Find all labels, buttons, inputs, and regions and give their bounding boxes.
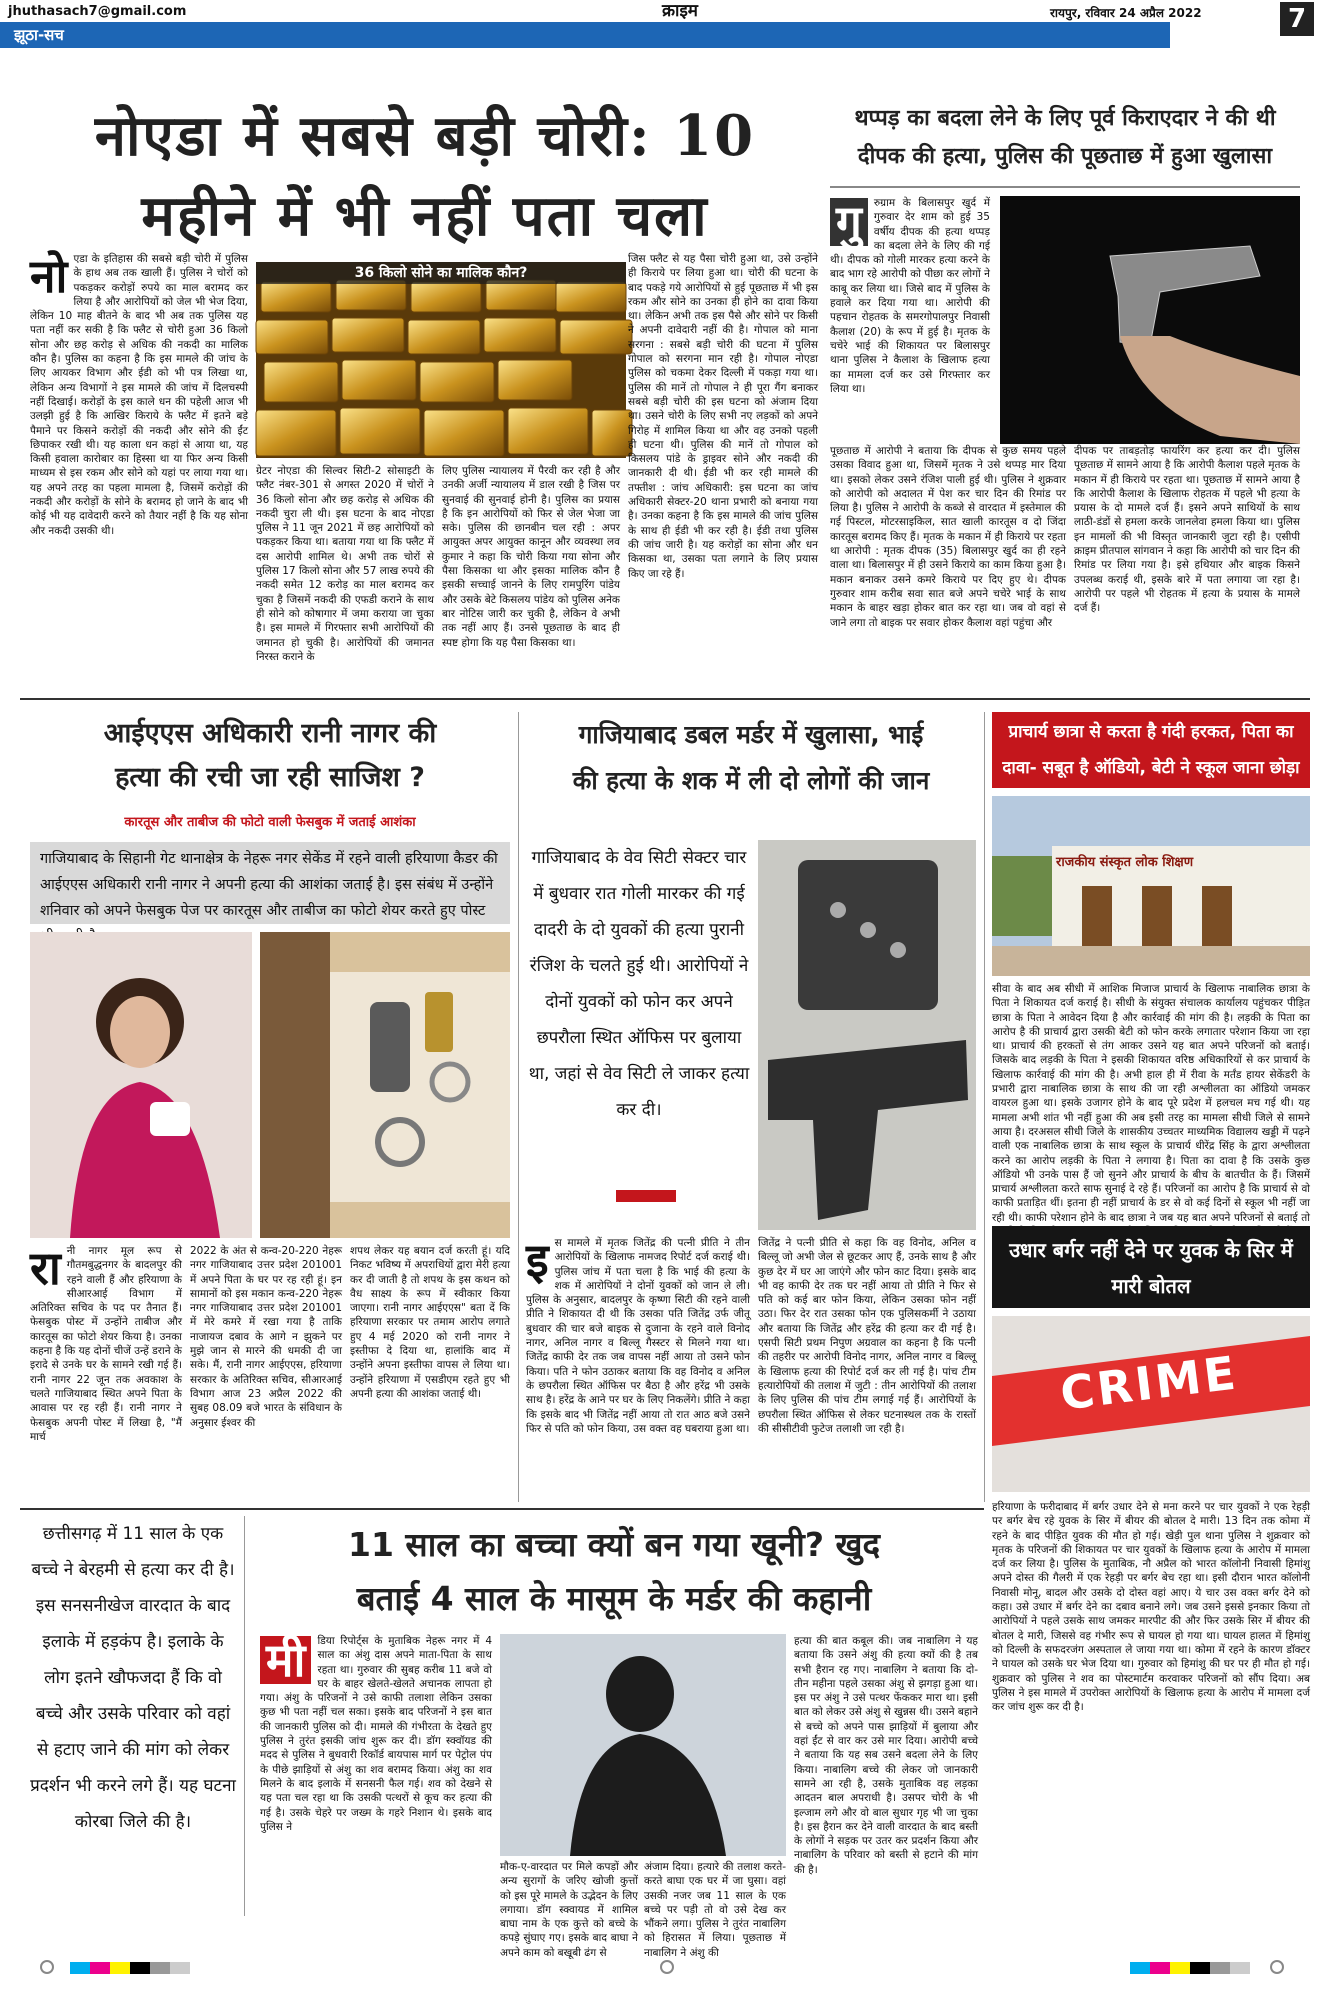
- story1-headline-line2: महीने में भी नहीं पता चला: [141, 183, 709, 249]
- column-rule-3: [244, 1516, 245, 1916]
- story7-col3: अंजाम दिया। हत्यारे की तलाश करते-करते बाघा एक घर में जा घुसा। वहां उसकी नजर जब 11 साल के एक बच्चे पर पड़ी तो वो उसे देख कर भौंकने लगा। पुलिस ने तुरंत नाबालिग को हिरासत में लिया। पूछताछ में नाबालिग ने अंशु की: [644, 1861, 786, 1959]
- story2-col3: दीपक पर ताबड़तोड़ फायरिंग कर हत्या कर दी। पुलिस पूछताछ में सामने आया है कि आरोपी कैलाश पहले मृतक के मकान में ही किराये पर रहता था। पूछताछ में सामने आया है कि आरोपी कैलाश के खिलाफ रोहतक में पहले भी हत्या के प्रयास के दो मामले दर्ज हैं। इसने अपने साथियों के साथ लाठी-डंडों से हमला करके जानलेवा हमला किया था। पुलिस इन मामलों की भी विस्तृत जानकारी जुटा रही है। एसीपी क्राइम प्रीतपाल सांगवान ने कहा कि आरोपी को चार दिन की रिमांड पर लिया गया है। इसे हथियार और बाइक किसने उपलब्ध कराई थी, इसके बारे में पता लगाया जा रहा है। आरोपी पर पहले भी रोहतक में हत्या के प्रयास के मामले दर्ज हैं।: [1074, 445, 1300, 615]
- story4-headline: [533, 712, 970, 804]
- distressed-person-photo: [500, 1634, 786, 1856]
- gun-photo: [1000, 196, 1300, 444]
- story3-col2: 2022 के अंत से कन्व-20-220 नेहरू नगर गाजियाबाद उत्तर प्रदेश 201001 में अपने पिता के घर पर रह रही हूं। इन सामानों को इस मकान कन्व-220 नेहरू नगर गाजियाबाद उत्तर प्रदेश 201001 में मेरे कमरे में रखा गया है ताकि नाजायज दबाव के आगे न झुकने पर मुझे जान से मारने की धमकी दी जा सके। मैं, रानी नागर आईएएस, हरियाणा सरकार के अतिरिक्त सचिव, सीआरआई विभाग आज 23 अप्रैल 2022 की सुबह 08.09 बजे भारत के संविधान के अनुसार ईश्वर की: [190, 1245, 342, 1429]
- story6-headline: उधार बर्गर नहीं देने पर युवक के सिर में मारी बोतल: [992, 1226, 1310, 1308]
- story2-col1: [830, 196, 990, 444]
- school-sign: राजकीय संस्कृत लोक शिक्षण: [1056, 855, 1194, 870]
- story4-headline-line1: गाजियाबाद डबल मर्डर में खुलासा, भाई: [578, 720, 924, 749]
- talisman-cartridge-photo: [260, 932, 510, 1238]
- divider-2: [20, 1508, 984, 1510]
- story7-col4: हत्या की बात कबूल की। जब नाबालिग ने यह बताया कि उसने अंशु की हत्या क्यों की है तब सभी हैरान रह गए। नाबालिग ने बताया कि दो-तीन महीना पहले उसका अंशु से झगड़ा हुआ था। इस पर अंशु ने उसे पत्थर फेंककर मारा था। इसी बात को लेकर उसे अंशु से खुन्नस थी। उसने बहाने से बच्चे को अपने पास झाड़ियों में बुलाया और वहां ईंट से वार कर उसे मार दिया। आरोपी बच्चे ने बताया कि यह सब उसने बदला लेने के लिए किया। नाबालिग बच्चे की लेकर जो जानकारी सामने आ रही है, उसके मुताबिक वह लड़का आदतन बाल अपराधी है। उसपर चोरी के भी इल्जाम लगे और वो बाल सुधार गृह भी जा चुका है। इस हैरान कर देने वाली वारदात के बाद बस्ती के लोगों ने सड़क पर उतर कर प्रदर्शन किया और नाबालिग के परिवार को बस्ती से हटाने की मांग की है।: [794, 1635, 978, 1876]
- story4-red-tab: [616, 1190, 676, 1202]
- story1-dropcap: नो: [30, 249, 68, 303]
- story3-headline: [30, 712, 510, 800]
- story3-col3: शपथ लेकर यह बयान दर्ज करती हूं। यदि निकट भविष्य में अपराधियों द्वारा मेरी हत्या कर दी जाती है तो शपथ के इस कथन को वैध साक्ष्य के रूप में स्वीकार किया जाएगा। रानी नागर आईएएस" बता दें कि हरियाणा सरकार पर तमाम आरोप लगाते हुए 4 मई 2020 को रानी नागर ने इस्तीफा दे दिया था, हालांकि बाद में उन्होंने अपना इस्तीफा वापस ले लिया था। उन्होंने हरियाणा में एसडीएम रहते हुए भी अपनी हत्या की आशंका जताई थी।: [350, 1245, 510, 1400]
- story7-headline-line1: 11 साल का बच्चा क्यों बन गया खूनी? खुद: [347, 1525, 881, 1564]
- gold-bars-photo: [256, 262, 626, 458]
- story3-col1: [30, 1241, 182, 1494]
- divider-1: [20, 698, 1310, 700]
- story3-headline-line2: हत्या की रची जा रही साजिश ?: [115, 762, 425, 793]
- registration-mark-center: [660, 1960, 674, 1974]
- story2-col1-text: रुग्राम के बिलासपुर खुर्द में गुरुवार देर शाम को हुई 35 वर्षीय दीपक की हत्या थप्पड़ का बदला लेने के लिए की गई थी। दीपक को गोली मारकर हत्या करने के बाद भाग रहे आरोपी को पीछा कर लोगों ने काबू कर लिया था। जिसे बाद में पुलिस के हवाले कर दिया गया था। आरोपी की पहचान रोहतक के समरगोपालपुर निवासी कैलाश (20) के रूप में हुई है। मृतक के चचेरे भाई की शिकायत पर बिलासपुर थाना पुलिस ने कैलाश के खिलाफ हत्या का मामला दर्ज कर उसे गिरफ्तार कर लिया था।: [830, 197, 990, 395]
- column-rule-2: [984, 712, 985, 1502]
- gold-bars-image: [256, 262, 626, 458]
- story3-subhead: कारतूस और ताबीज की फोटो वाली फेसबुक में जताई आशंका: [124, 815, 416, 830]
- crime-tape-text: CRIME: [1057, 1345, 1242, 1421]
- story1-col2: ग्रेटर नोएडा की सिल्वर सिटी-2 सोसाइटी के फ्लैट नंबर-301 से अगस्त 2020 में चोरों ने 36 किलो सोना और छह करोड़ से अधिक की नकदी चुरा ली थी। इस घटना के बाद नोएडा पुलिस ने 11 जून 2021 में छह आरोपियों को पकड़कर किया था। बताया गया था कि फ्लैट में दस आरोपी शामिल थे। अभी तक चोरों से पुलिस 17 किलो सोना और 57 लाख रुपये की नकदी समेत 12 करोड़ का माल बरामद कर चुका है जिसमें नकदी की एफडी कराने के साथ ही सोने को कोषागार में जमा कराया जा चुका है। इस मामले में गिरफ्तार सभी आरोपियों की जमानत हो चुकी है। आरोपियों की जमानत निरस्त कराने के: [256, 465, 434, 663]
- header-bar-right: [730, 22, 1170, 48]
- story5-body: सीवा के बाद अब सीधी में आशिक मिजाज प्राचार्य के खिलाफ नाबालिक छात्रा के पिता ने शिकायत दर्ज कराई है। सीधी के संयुक्त संचालक कार्यालय पहुंचकर पीड़ित छात्रा के पिता ने आवेदन दिया है और कार्रवाई की मांग की है। लड़की के पिता का आरोप है की प्राचार्य द्वारा उसकी बेटी को फोन करके लगातार परेशान किया जा रहा था। प्राचार्य की हरकतों से तंग आकर उसने यह बात अपने परिजनों को बताई। जिसके बाद लड़की के पिता ने इसकी शिकायत वरिष्ठ अधिकारियों से कर प्राचार्य के खिलाफ कार्रवाई की मांग की है। अभी हाल ही में रीवा के मर्तंड हायर सेकेंडरी के प्रभारी द्वारा नाबालिक छात्रा के साथ की जा रही अश्लीलता का ऑडियो जमकर वायरल हुआ था। इसके उजागर होने के बाद पूरे प्रदेश में हलचल मच गई थी। यह मामला अभी शांत भी नहीं हुआ की अब इसी तरह का मामला सीधी जिले से सामने आया है। दरअसल सीधी जिले के शासकीय उच्चतर माध्यमिक विद्यालय खड्डी में पढ़ने वाली एक नाबालिक छात्रा के साथ स्कूल के प्राचार्य धीरेंद्र सिंह के द्वारा अश्लीलता करने का आरोप लड़की के पिता ने लगाया है। पिता का दावा है कि उसके कुछ ऑडियो भी उनके पास हैं जो सुनने और प्राचार्य के बीच के बातचीत के हैं। जिसमें प्राचार्य अश्लीलता करते साफ सुनाई दे रहे हैं। परिजनों का आरोप है कि प्राचार्य से वो काफी प्रताड़ित थीं। इतना ही नहीं प्राचार्य के डर से वो कई दिनों से स्कूल भी नहीं जा रही थी। काफी परेशान होने के बाद छात्रा ने जब यह बात अपने परिजनों से बताई तो: [992, 983, 1310, 1224]
- story2-dropcap: गु: [830, 198, 868, 246]
- story4-col1-text: स मामले में मृतक जितेंद्र की पत्नी प्रीति ने तीन आरोपियों के खिलाफ नामजद रिपोर्ट दर्ज कराई थी। पुलिस जांच में पता चला है कि भाई की हत्या के शक में आरोपियों ने दोनों युवकों को जान ले ली। पुलिस के अनुसार, बादलपुर के कृष्णा सिटी की रहने वाली प्रीति ने शिकायत दी थी कि उसका पति जितेंद्र उर्फ जीतू बुधवार की चार बजे बाइक से दुजाना के रहने वाले विनोद नागर, अनिल नागर व बिल्लू गैस्स्टर से मिलने गया था। जितेंद्र काफी देर तक जब वापस नहीं आया तो उसने फोन किया। पति ने फोन उठाकर बताया कि वह विनोद व अनिल के छपरौला स्थित ऑफिस पर बैठा है और हरेंद्र भी उसके साथ है। हरेंद्र के आने पर घर के लिए निकलेंगे। प्रीति ने कहा कि इसके बाद भी जितेंद्र नहीं आया तो रात आठ बजे उसने फिर से पति को फोन किया, उस वक्त वह घबराया हुआ था।: [526, 1237, 750, 1435]
- story4-col1: [526, 1233, 750, 1496]
- talisman-image: [260, 932, 510, 1238]
- story5-headline: प्राचार्य छात्रा से करता है गंदी हरकत, पिता का दावा- सबूत है ऑडियो, बेटी ने स्कूल जाना छोड़ा: [992, 712, 1310, 788]
- story7-headline: [252, 1518, 976, 1626]
- rani-nagar-photo: [30, 932, 252, 1238]
- story7-col2: मौक-ए-वारदात पर मिले कपड़ों और अन्य सुरागों के जरिए खोजी कुत्तों को इस पूरे मामले के उद्भेदन के लिए लगाया। डॉग स्क्वायड में शामिल बाघा नाम के एक कुत्ते को बच्चे के कपड़े सुंघाए गए। इसके बाद बाघा ने अपने काम को बखूबी ढंग से: [500, 1861, 638, 1959]
- story1-photo-caption: 36 किलो सोने का मालिक कौन?: [256, 262, 626, 284]
- registration-mark-left: [40, 1960, 54, 1974]
- story3-dropcap: रा: [30, 1241, 61, 1295]
- magazine-pistol-photo: [758, 840, 976, 1230]
- pistol-magazine-image: [758, 840, 976, 1230]
- story1-col1-text: एडा के इतिहास की सबसे बड़ी चोरी में पुलिस के हाथ अब तक खाली हैं। पुलिस ने चोरों को पकड़कर करोड़ों रुपये का माल बरामद कर लिया है और आरोपियों को जेल भी भेज दिया, लेकिन 10 माह बीतने के बाद भी अब तक पुलिस यह पता नहीं कर सकी है कि फ्लैट से चोरी हुआ 36 किलो सोना और छह करोड़ से अधिक की नकदी का मालिक कौन है। पुलिस का कहना है कि इस मामले की जांच के लिए आयकर विभाग और ईडी को भी पत्र लिखा था, लेकिन अन्य विभागों ने इस मामले की जांच में दिलचस्पी नहीं दिखाई। करोड़ों के इस काले धन की पहेली आज भी उलझी हुई है कि आखिर किराये के फ्लैट में इतने बड़े पैमाने पर किसने करोड़ों की नकदी और सोने की ईंट छिपाकर रखी थी। यह काला धन कहां से आया था, यह किसी हवाला कारोबार का हिस्सा था या फिर अन्य किसी माध्यम से इस रकम और सोने को यहां पर लाया गया था। यह अपने तरह का पहला मामला है, जिसमें करोड़ों की नकदी और करोड़ों के सोने के बरामद हो जाने के बाद भी कोई भी यह दावेदारी करने को तैयार नहीं है कि यह सोना और नकदी उसकी थी।: [30, 253, 248, 537]
- story6-body: हरियाणा के फरीदाबाद में बर्गर उधार देने से मना करने पर चार युवकों ने एक रेहड़ी पर बर्गर बेच रहे युवक के सिर में बीयर की बोतल दे मारी। 13 दिन तक कोमा में रहने के बाद पीड़ित युवक की मौत हो गई। खेड़ी पुल थाना पुलिस ने शुक्रवार को मृतक के परिजनों की शिकायत पर चार युवकों के खिलाफ हत्या के आरोप में मामला दर्ज कर लिया है। पुलिस के मुताबिक, नौ अप्रैल को भारत कॉलोनी निवासी हिमांशु अपने दोस्त की गैलरी में एक रेहड़ी पर बर्गर बेच रहा था। इसी दौरान भारत कॉलोनी निवासी मोनू, बादल और उसके दो दोस्त वहां आए। ये चार उस वक्त बर्गर देने को कहा। उसे उधार में बर्गर देने का दबाव बनाने लगे। जब उसने इससे इनकार किया तो आरोपियों ने पहले उसके साथ जमकर मारपीट की और फिर उसके सिर में बीयर की बोतल दे मारी, जिससे वह गंभीर रूप से घायल हो गया था। घायल हालत में हिमांशु को दिल्ली के सफदरजंग अस्पताल ले जाया गया था। कोमा में रहने के कारण डॉक्टर ने घायल को उसके घर भेज दिया था। गुरुवार को हिमांशु की घर पर ही मौत हो गई। शुक्रवार को पुलिस ने शव का पोस्टमार्टम करवाकर परिजनों को सौंप दिया। अब पुलिस ने इस मामले में उपरोक्त आरोपियों के खिलाफ हत्या के आरोप में मामला दर्ज कर जांच शुरू कर दी है।: [992, 1501, 1310, 1714]
- story3-headline-line1: आईएएस अधिकारी रानी नागर की: [103, 718, 437, 749]
- story7-headline-line2: बताई 4 साल के मासूम के मर्डर की कहानी: [356, 1579, 872, 1618]
- section-title: क्राइम: [662, 1, 698, 21]
- story2-rule: [830, 186, 1300, 188]
- story4-col2: जितेंद्र ने पत्नी प्रीति से कहा कि वह विनोद, अनिल व बिल्लू जो अभी जेल से छूटकर आए हैं, उनके साथ है और कुछ देर में घर आ जाएंगे और फोन काट दिया। इसके बाद भी वह काफी देर तक घर नहीं आया तो प्रीति ने फिर से पति को कई बार फोन किया, लेकिन उसका फोन नहीं उठा। फिर देर रात उसका फोन एक पुलिसकर्मी ने उठाया और बताया कि जितेंद्र और हरेंद्र की हत्या कर दी गई है। एसपी सिटी प्रथम निपुण अग्रवाल का कहना है कि पत्नी की तहरीर पर आरोपी विनोद नागर, अनिल नागर व बिल्लू के खिलाफ हत्या की रिपोर्ट दर्ज कर ली गई है। पांच टीम हत्यारोपियों की तलाश में जुटी : तीन आरोपियों की तलाश के लिए पुलिस की पांच टीम लगाई गई हैं। आरोपियों के छपरौला स्थित ऑफिस से लेकर घटनास्थल तक के रास्तों की सीसीटीवी फुटेज तलाशी जा रही है।: [758, 1237, 976, 1435]
- story7-col1-text: डिया रिपोर्ट्स के मुताबिक नेहरू नगर में 4 साल का अंशु दास अपने माता-पिता के साथ रहता था। गुरुवार की सुबह करीब 11 बजे वो घर के बाहर खेलते-खेलते अचानक लापता हो गया। अंशु के परिजनों ने उसे काफी तलाशा लेकिन उसका कुछ भी पता नहीं चल सका। इसके बाद परिजनों ने इस बात की जानकारी पुलिस को दी। मामले की गंभीरता के देखते हुए पुलिस ने तुरंत इसकी जांच शुरू कर दी। डॉग स्क्वॉयड की मदद से पुलिस ने बुधवारी रिकॉर्ड बायपास मार्ग पर पेट्रोल पंप के पीछे झाड़ियों से अंशु का शव बरामद किया। अंशु का शव मिलने के बाद इलाके में सनसनी फैल गई। शव को देखने से यह पता चल रहा था कि उसकी पत्थरों से कूच कर हत्या की गई है। उसके चेहरे पर जख्म के गहरे निशान थे। इसके बाद पुलिस ने: [260, 1635, 492, 1833]
- registration-mark-right: [1270, 1960, 1284, 1974]
- story1-headline: [30, 96, 820, 256]
- email-address: jhuthasach7@gmail.com: [8, 4, 187, 19]
- story1-headline-line1: नोएडा में सबसे बड़ी चोरी: 10: [94, 103, 756, 169]
- story1-col3: लिए पुलिस न्यायालय में पैरवी कर रही है और उनकी अर्जी न्यायालय में डाल रखी है जिस पर सुनवाई की सुनवाई होनी है। पुलिस का प्रयास है कि इन आरोपियों को फिर से जेल भेजा जा सके। पुलिस की छानबीन चल रही : अपर आयुक्त अपर आयुक्त कानून और व्यवस्था लव कुमार ने कहा कि चोरी किया गया सोना और पैसा किसका था और इसका मालिक कौन है इसकी सच्चाई जानने के लिए रामपुरिंग पांडेय और उसके बेटे किसलय पांडेय को पुलिस अनेक बार नोटिस जारी कर चुकी है, लेकिन वे अभी तक नहीं आए हैं। उनसे पूछताछ के बाद ही स्पष्ट होगा कि यह पैसा किसका था।: [442, 465, 620, 649]
- portrait-image: [30, 932, 252, 1238]
- story2-headline: थप्पड़ का बदला लेने के लिए पूर्व किराएदार ने की थी दीपक की हत्या, पुलिस की पूछताछ में हुआ खुलासा: [854, 106, 1276, 169]
- story7-intro: छत्तीसगढ़ में 11 साल के एक बच्चे ने बेरहमी से हत्या कर दी है। इस सनसनीखेज वारदात के बाद इलाके में हड़कंप है। इलाके के लोग इतने खौफजदा हैं कि वो बच्चे और उसके परिवार को वहां से हटाए जाने की मांग को लेकर प्रदर्शन भी करने लगे हैं। यह घटना कोरबा जिले की है।: [30, 1524, 236, 1832]
- story4-intro: गाजियाबाद के वेव सिटी सेक्टर चार में बुधवार रात गोली मारकर की गई दादरी के दो युवकों की हत्या पुरानी रंजिश के चलते हुई थी। आरोपियों ने दोनों युवकों को फोन कर अपने छपरौला स्थित ऑफिस पर बुलाया था, जहां से वेव सिटी ले जाकर हत्या कर दी।: [528, 848, 750, 1120]
- story3-col1-text: नी नागर मूल रूप से गौतमबुद्धनगर के बादलपुर की रहने वाली हैं और हरियाणा के सीआरआई विभाग में अतिरिक्त सचिव के पद पर तैनात हैं। फेसबुक पोस्ट में उन्होंने ताबीज और कारतूस का फोटो शेयर किया है। उनका कहना है कि यह दोनों चीजें उन्हें डराने के इरादे से उनके घर के सामने रखी गई हैं। रानी नागर 22 जून तक अवकाश के चलते गाजियाबाद स्थित अपने पिता के आवास पर रह रही हैं। रानी नागर ने फेसबुक अपनी पोस्ट में लिखा है, "मैं मार्च: [30, 1245, 182, 1443]
- story7-col1: [260, 1634, 492, 1914]
- story4-dropcap: इ: [526, 1233, 549, 1287]
- header-bar: [170, 22, 730, 48]
- color-strip-left: [70, 1962, 190, 1974]
- masthead-tab: झूठा-सच: [0, 22, 170, 48]
- color-strip-right: [1130, 1962, 1250, 1974]
- story7-dropcap: मी: [260, 1636, 311, 1684]
- pistol-image: [1000, 196, 1300, 444]
- story1-col4: जिस फ्लैट से यह पैसा चोरी हुआ था, उसे उन्होंने ही किराये पर लिया हुआ था। चोरी की घटना के बाद पकड़े गये आरोपियों से हुई पूछताछ में भी इस रकम और सोने का उनका ही होने का दावा किया था। लेकिन अभी तक इस पैसे और सोने पर किसी ने अपनी दावेदारी नहीं की है। गोपाल को माना सरगना : सबसे बड़ी चोरी की घटना में पुलिस गोपाल को सरगना मान रही है। गोपाल नोएडा पुलिस को चकमा देकर दिल्ली में पकड़ा गया था। पुलिस की मानें तो गोपाल ने ही पूरा गैंग बनाकर सबसे बड़ी चोरी की इस घटना को अंजाम दिया था। उसने चोरी के लिए सभी नए लड़कों को अपने गिरोह में शामिल किया था और वह उनको पहली ही घटना थी। पुलिस की मानें तो गोपाल को किसलय पांडे के ड्राइवर सोने और नकदी की जानकारी दी थी। ईडी भी कर रही मामले की तफ्तीश : जांच अधिकारी: इस घटना का जांच अधिकारी सेक्टर-20 थाना प्रभारी को बनाया गया है। उनका कहना है कि इस मामले की जांच पुलिस के साथ ही ईडी भी कर रही है। ईडी तथा पुलिस की जांच जारी है। यह करोड़ों का सोना और धन किसका था, उसका पता लगाने के लिए प्रयास किए जा रहे हैं।: [628, 253, 818, 580]
- school-photo: [992, 796, 1310, 976]
- dateline: रायपुर, रविवार 24 अप्रैल 2022: [1050, 6, 1202, 20]
- silhouette-image: [500, 1634, 786, 1856]
- story1-col1: [30, 249, 248, 684]
- story4-headline-line2: की हत्या के शक में ली दो लोगों की जान: [572, 766, 930, 795]
- column-rule-1: [518, 712, 519, 1502]
- school-building-image: [992, 796, 1310, 976]
- story3-intro: गाजियाबाद के सिहानी गेट थानाक्षेत्र के नेहरू नगर सेकेंड में रहने वाली हरियाणा कैडर की आईएएस अधिकारी रानी नागर ने अपनी हत्या की आशंका जताई है। इस संबंध में उन्होंने शनिवार को अपने फेसबुक पेज पर कारतूस और ताबीज का फोटो शेयर करते हुए पोस्ट: [30, 842, 510, 924]
- page-number: 7: [1280, 2, 1314, 36]
- story2-col2: पूछताछ में आरोपी ने बताया कि दीपक से कुछ समय पहले उसका विवाद हुआ था, जिसमें मृतक ने उसे थप्पड़ मार दिया था। इसको लेकर उसने रंजिश पाली हुई थी। पुलिस ने शुक्रवार को आरोपी को अदालत में पेश कर चार दिन की रिमांड पर लिया है। पुलिस ने आरोपी के कब्जे से वारदात में इस्तेमाल की गई पिस्टल, मोटरसाइकिल, सात खाली कारतूस व दो जिंदा कारतूस बरामद किए हैं। मृतक के मकान में ही किराये पर रहता था आरोपी : मृतक दीपक (35) बिलासपुर खुर्द का ही रहने वाला था। बिलासपुर में ही उसने किराये का काम किया हुआ है। मकान बनाकर उसने कमरे किराये पर दिए हुए थे। दीपक गुरुवार शाम करीब सवा सात बजे अपने चचेरे भाई के साथ मकान के बाहर खड़ा होकर बात कर रहा था। जब वो वहां से जाने लगा तो बाइक पर सवार होकर कैलाश वहां पहुंचा और: [830, 445, 1066, 629]
